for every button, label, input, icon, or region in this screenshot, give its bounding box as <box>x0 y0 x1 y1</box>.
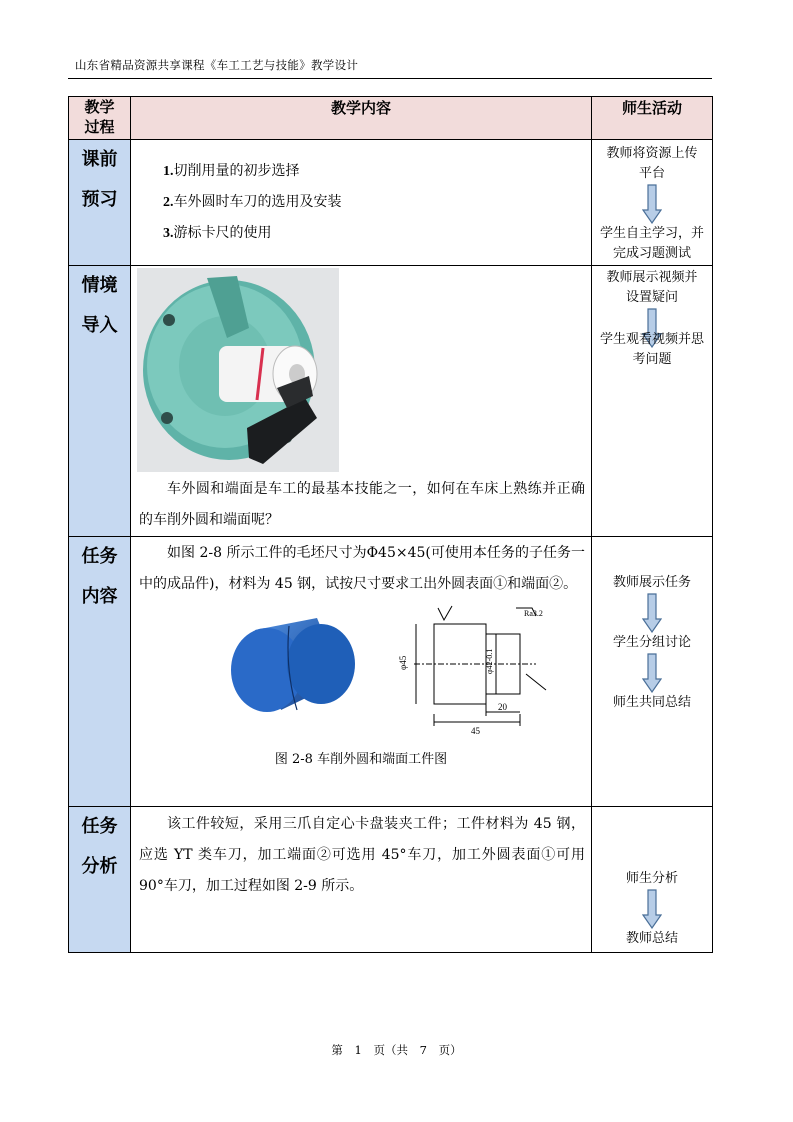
preview-list <box>131 140 591 249</box>
content-preview <box>131 140 592 266</box>
activity-task: 教师展示任务 学生分组讨论 师生共同总结 <box>592 537 713 807</box>
lathe-chuck-image <box>137 268 339 472</box>
lesson-table <box>68 96 713 953</box>
row-preview <box>69 140 713 266</box>
down-arrow-icon <box>642 889 662 929</box>
row-intro <box>69 266 713 537</box>
header-process: 教学 过程 <box>69 97 131 140</box>
intro-paragraph: 车外圆和端面是车工的最基本技能之一，如何在车床上熟练并正确的车削外圆和端面呢？ <box>139 481 585 528</box>
down-arrow-icon <box>642 184 662 224</box>
content-intro <box>131 266 592 537</box>
label-intro: 情境 导入 <box>69 266 131 537</box>
figure-caption: 图 2-8 车削外圆和端面工件图 <box>274 752 448 767</box>
svg-text:45: 45 <box>471 726 480 736</box>
svg-text:20: 20 <box>498 702 507 712</box>
svg-text:Ra3.2: Ra3.2 <box>524 609 543 618</box>
activity-preview: 教师将资源上传平台 学生自主学习，并完成习题测试 <box>592 140 713 266</box>
task-figures <box>131 600 591 744</box>
label-analysis: 任务 分析 <box>69 807 131 953</box>
header-content: 教学内容 <box>131 97 592 140</box>
list-item: 3.游标卡尺的使用 <box>163 225 272 241</box>
content-analysis <box>131 807 592 953</box>
label-preview: 课前 预习 <box>69 140 131 266</box>
row-analysis <box>69 807 713 953</box>
activity-intro: 教师展示视频并设置疑问 学生观看视频并思考问题 <box>592 266 713 537</box>
label-task: 任务 内容 <box>69 537 131 807</box>
down-arrow-icon <box>642 593 662 633</box>
analysis-paragraph: 该工件较短，采用三爪自定心卡盘装夹工件；工件材料为 45 钢，应选 YT 类车刀，加工端面②可选用 45°车刀，加工外圆表面①可用 90°车刀，加工过程如图 2-9 所示。 <box>139 816 585 894</box>
workpiece-3d-image <box>225 610 365 722</box>
list-item: 1.切削用量的初步选择 <box>163 163 300 179</box>
svg-text:φ42-0.1: φ42-0.1 <box>485 648 494 674</box>
header-activity: 师生活动 <box>592 97 713 140</box>
down-arrow-icon <box>642 653 662 693</box>
row-task <box>69 537 713 807</box>
document-header: 山东省精品资源共享课程《车工工艺与技能》教学设计 <box>75 58 359 72</box>
header-rule <box>68 78 712 79</box>
svg-text:φ45: φ45 <box>398 655 408 670</box>
page-footer: 第 1 页（共 7 页） <box>331 1043 462 1057</box>
list-item: 2.车外圆时车刀的选用及安装 <box>163 194 342 210</box>
activity-analysis: 师生分析 教师总结 <box>592 807 713 953</box>
task-paragraph: 如图 2-8 所示工件的毛坯尺寸为Φ45×45(可使用本任务的子任务一中的成品件)，材料为 45 钢，试按尺寸要求工出外圆表面①和端面②。 <box>139 545 585 592</box>
content-task <box>131 537 592 807</box>
workpiece-drawing <box>386 604 586 744</box>
table-header-row <box>69 97 713 140</box>
